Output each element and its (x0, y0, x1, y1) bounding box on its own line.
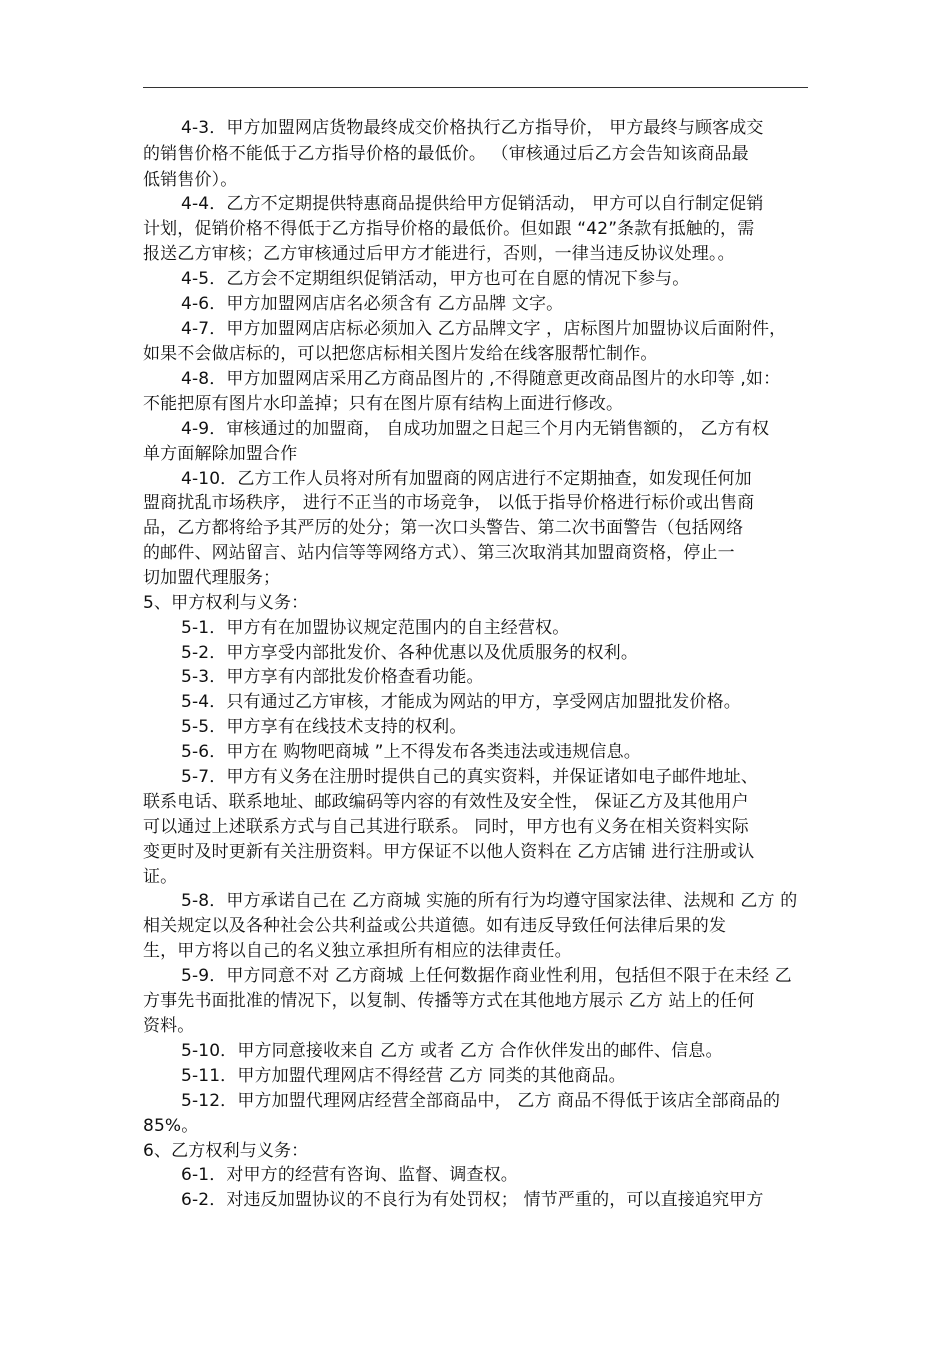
text-line: 计划，促销价格不得低于乙方指导价格的最低价。但如跟 “42”条款有抵触的，需 (143, 219, 755, 239)
text-line: 生，甲方将以自己的名义独立承担所有相应的法律责任。 (143, 941, 572, 961)
text-line: 5-5．甲方享有在线技术支持的权利。 (181, 717, 467, 737)
text-line: 4-6．甲方加盟网店店名必须含有 乙方品牌 文字。 (181, 294, 564, 314)
text-line: 方事先书面批准的情况下，以复制、传播等方式在其他地方展示 乙方 站上的任何 (143, 991, 755, 1011)
text-line: 4-4．乙方不定期提供特惠商品提供给甲方促销活动， 甲方可以自行制定促销 (181, 194, 764, 214)
text-line: 5-9．甲方同意不对 乙方商城 上任何数据作商业性利用，包括但不限于在未经 乙 (181, 966, 792, 986)
text-line: 4-3．甲方加盟网店货物最终成交价格执行乙方指导价， 甲方最终与顾客成交 (181, 118, 764, 138)
section-heading: 5、甲方权利与义务： (143, 593, 309, 613)
text-line: 5-10．甲方同意接收来自 乙方 或者 乙方 合作伙伴发出的邮件、信息。 (181, 1041, 723, 1061)
text-line: 5-11．甲方加盟代理网店不得经营 乙方 同类的其他商品。 (181, 1066, 626, 1086)
text-line: 变更时及时更新有关注册资料。甲方保证不以他人资料在 乙方店铺 进行注册或认 (143, 842, 755, 862)
text-line: 4-10．乙方工作人员将对所有加盟商的网店进行不定期抽查，如发现任何加 (181, 469, 752, 489)
text-line: 联系电话、联系地址、邮政编码等内容的有效性及安全性， 保证乙方及其他用户 (143, 792, 749, 812)
text-line: 4-7．甲方加盟网店店标必须加入 乙方品牌文字 ，店标图片加盟协议后面附件， (181, 319, 787, 339)
text-line: 5-12．甲方加盟代理网店经营全部商品中， 乙方 商品不得低于该店全部商品的 (181, 1091, 781, 1111)
text-line: 品，乙方都将给予其严厉的处分；第一次口头警告、第二次书面警告（包括网络 (143, 518, 744, 538)
text-line: 5-8．甲方承诺自己在 乙方商城 实施的所有行为均遵守国家法律、法规和 乙方 的 (181, 891, 798, 911)
text-line: 6-1．对甲方的经营有咨询、监督、调查权。 (181, 1165, 518, 1185)
text-line: 可以通过上述联系方式与自己其进行联系。 同时，甲方也有义务在相关资料实际 (143, 817, 749, 837)
text-line: 5-3．甲方享有内部批发价格查看功能。 (181, 667, 484, 687)
text-line: 4-8．甲方加盟网店采用乙方商品图片的 ,不得随意更改商品图片的水印等 ,如： (181, 369, 781, 389)
text-line: 5-7．甲方有义务在注册时提供自己的真实资料，并保证诸如电子邮件地址、 (181, 767, 759, 787)
text-line: 证。 (143, 867, 178, 887)
text-line: 5-4．只有通过乙方审核，才能成为网站的甲方，享受网店加盟批发价格。 (181, 692, 741, 712)
text-line: 单方面解除加盟合作 (143, 444, 298, 464)
text-line: 相关规定以及各种社会公共利益或公共道德。如有违反导致任何法律后果的发 (143, 916, 727, 936)
text-line: 不能把原有图片水印盖掉；只有在图片原有结构上面进行修改。 (143, 394, 624, 414)
text-line: 的邮件、网站留言、站内信等等网络方式）、第三次取消其加盟商资格，停止一 (143, 543, 735, 563)
text-line: 切加盟代理服务； (143, 568, 281, 588)
text-line: 如果不会做店标的，可以把您店标相关图片发给在线客服帮忙制作。 (143, 344, 658, 364)
text-line: 5-6．甲方在 购物吧商城 ”上不得发布各类违法或违规信息。 (181, 742, 641, 762)
text-line: 6-2．对违反加盟协议的不良行为有处罚权； 情节严重的，可以直接追究甲方 (181, 1190, 764, 1210)
text-line: 的销售价格不能低于乙方指导价格的最低价。 （审核通过后乙方会告知该商品最 (143, 144, 749, 164)
text-line: 报送乙方审核；乙方审核通过后甲方才能进行，否则，一律当违反协议处理。。 (143, 244, 735, 264)
text-line: 4-5．乙方会不定期组织促销活动，甲方也可在自愿的情况下参与。 (181, 269, 690, 289)
text-line: 5-2．甲方享受内部批发价、各种优惠以及优质服务的权利。 (181, 643, 638, 663)
text-line: 资料。 (143, 1016, 195, 1036)
section-heading: 6、乙方权利与义务： (143, 1141, 309, 1161)
text-line: 85%。 (143, 1116, 199, 1136)
text-line: 盟商扰乱市场秩序， 进行不正当的市场竞争， 以低于指导价格进行标价或出售商 (143, 493, 755, 513)
text-line: 4-9．审核通过的加盟商， 自成功加盟之日起三个月内无销售额的， 乙方有权 (181, 419, 770, 439)
text-line: 5-1．甲方有在加盟协议规定范围内的自主经营权。 (181, 618, 570, 638)
text-line: 低销售价）。 (143, 170, 238, 190)
